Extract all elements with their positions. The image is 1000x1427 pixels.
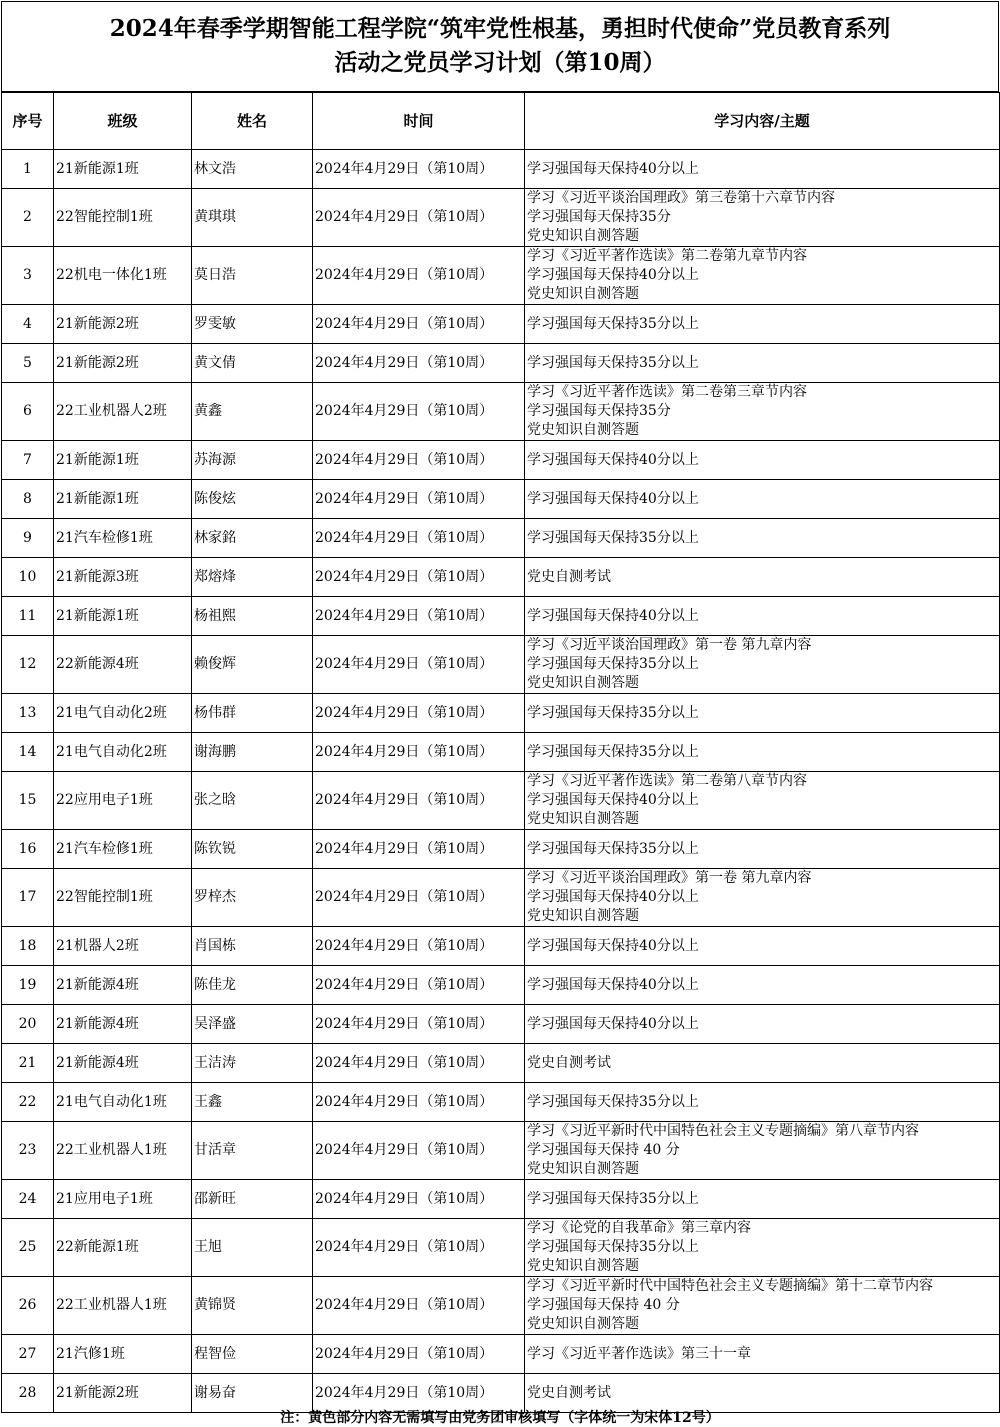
document-title [1,1,999,92]
cell-time[interactable]: 2024年4月29日（第10周） [313,1180,525,1219]
content-line: 党史知识自测答题 [527,1258,639,1274]
cell-content[interactable] [525,344,1000,383]
content-line: 学习强国每天保持40分以上 [527,451,699,468]
cell-content[interactable] [525,247,1000,305]
cell-index[interactable]: 23 [2,1122,54,1180]
cell-index[interactable]: 7 [2,441,54,480]
table-row [2,772,1000,830]
cell-index[interactable]: 3 [2,247,54,305]
cell-content[interactable] [525,1005,1000,1044]
cell-index[interactable]: 14 [2,733,54,772]
cell-index[interactable]: 6 [2,383,54,441]
table-row [2,1083,1000,1122]
cell-content[interactable] [525,480,1000,519]
cell-name[interactable]: 罗雯敏 [192,305,313,344]
cell-index[interactable]: 2 [2,189,54,247]
table-row [2,1219,1000,1277]
cell-index[interactable]: 4 [2,305,54,344]
table-row [2,247,1000,305]
table-row [2,344,1000,383]
content-line: 党史知识自测答题 [527,675,639,691]
cell-time[interactable]: 2024年4月29日（第10周） [313,636,525,694]
cell-name[interactable]: 郑熔烽 [192,558,313,597]
cell-content[interactable] [525,441,1000,480]
content-line: 学习《习近平著作选读》第二卷第三章节内容 [527,384,807,400]
table-row [2,558,1000,597]
cell-content[interactable] [525,1044,1000,1083]
footer-note: 注：黄色部分内容无需填写由党务团审核填写（字体统一为宋体12号） [280,1410,720,1426]
cell-class[interactable]: 22工业机器人2班 [54,383,192,441]
cell-name[interactable]: 苏海源 [192,441,313,480]
cell-time[interactable]: 2024年4月29日（第10周） [313,1219,525,1277]
content-line: 学习强国每天保持40分以上 [527,889,699,905]
cell-time[interactable]: 2024年4月29日（第10周） [313,305,525,344]
table-row [2,1180,1000,1219]
content-line: 学习强国每天保持35分 [527,403,671,419]
cell-class[interactable]: 22工业机器人1班 [54,1277,192,1335]
cell-index[interactable]: 9 [2,519,54,558]
content-line: 党史知识自测答题 [527,908,639,924]
cell-index[interactable]: 22 [2,1083,54,1122]
content-line: 学习《习近平谈治国理政》第一卷 第九章内容 [527,637,812,653]
header-class[interactable]: 班级 [54,93,192,150]
cell-index[interactable]: 27 [2,1335,54,1374]
cell-index[interactable]: 25 [2,1219,54,1277]
content-line: 学习《习近平谈治国理政》第一卷 第九章内容 [527,870,812,886]
table-row [2,830,1000,869]
content-line: 学习强国每天保持35分以上 [527,529,699,546]
cell-time[interactable]: 2024年4月29日（第10周） [313,772,525,830]
cell-index[interactable]: 16 [2,830,54,869]
cell-index[interactable]: 13 [2,694,54,733]
content-line: 学习《习近平谈治国理政》第三卷第十六章节内容 [527,190,835,206]
table-row [2,733,1000,772]
content-line: 学习强国每天保持35分以上 [527,354,699,371]
cell-time[interactable]: 2024年4月29日（第10周） [313,189,525,247]
cell-name[interactable]: 陈佳龙 [192,966,313,1005]
header-name[interactable]: 姓名 [192,93,313,150]
cell-time[interactable]: 2024年4月29日（第10周） [313,519,525,558]
content-line: 学习强国每天保持40分以上 [527,160,699,177]
header-content[interactable]: 学习内容/主题 [525,93,1000,150]
cell-index[interactable]: 8 [2,480,54,519]
cell-class[interactable]: 21新能源4班 [54,1044,192,1083]
cell-class[interactable]: 22智能控制1班 [54,869,192,927]
cell-content[interactable] [525,966,1000,1005]
cell-name[interactable]: 王鑫 [192,1083,313,1122]
content-line: 学习《习近平新时代中国特色社会主义专题摘编》第八章节内容 [527,1123,919,1139]
cell-class[interactable]: 21电气自动化2班 [54,733,192,772]
table-row [2,189,1000,247]
content-line: 学习强国每天保持40分以上 [527,792,699,808]
content-line: 学习强国每天保持35分以上 [527,743,699,760]
cell-content[interactable] [525,772,1000,830]
cell-index[interactable]: 10 [2,558,54,597]
table-row [2,966,1000,1005]
cell-time[interactable]: 2024年4月29日（第10周） [313,1374,525,1413]
table-row [2,305,1000,344]
cell-index[interactable]: 19 [2,966,54,1005]
cell-content[interactable] [525,383,1000,441]
cell-name[interactable]: 邵新旺 [192,1180,313,1219]
cell-content[interactable] [525,558,1000,597]
content-line: 党史知识自测答题 [527,1161,639,1177]
cell-name[interactable]: 杨祖熙 [192,597,313,636]
cell-class[interactable]: 22智能控制1班 [54,189,192,247]
cell-index[interactable]: 18 [2,927,54,966]
cell-time[interactable]: 2024年4月29日（第10周） [313,927,525,966]
cell-class[interactable]: 21电气自动化1班 [54,1083,192,1122]
content-line: 学习《习近平著作选读》第二卷第九章节内容 [527,248,807,264]
cell-content[interactable] [525,927,1000,966]
content-line: 学习强国每天保持40分以上 [527,937,699,954]
header-time[interactable]: 时间 [313,93,525,150]
cell-index[interactable]: 5 [2,344,54,383]
title-line-2: 活动之党员学习计划（第10周） [334,49,666,76]
content-line: 学习强国每天保持35分以上 [527,1093,699,1110]
cell-name[interactable]: 肖国栋 [192,927,313,966]
cell-index[interactable]: 26 [2,1277,54,1335]
study-plan-table [1,92,1000,1413]
cell-content[interactable] [525,869,1000,927]
table-row [2,694,1000,733]
cell-index[interactable]: 12 [2,636,54,694]
content-line: 党史知识自测答题 [527,1316,639,1332]
cell-name[interactable]: 王洁涛 [192,1044,313,1083]
content-line: 学习强国每天保持35分以上 [527,315,699,332]
content-line: 学习《习近平著作选读》第二卷第八章节内容 [527,773,807,789]
cell-class[interactable]: 22工业机器人1班 [54,1122,192,1180]
header-row [2,93,1000,150]
cell-name[interactable]: 赖俊辉 [192,636,313,694]
cell-name[interactable]: 吴泽盛 [192,1005,313,1044]
table-row [2,636,1000,694]
cell-name[interactable]: 谢海鹏 [192,733,313,772]
table-body [2,150,1000,1413]
cell-time[interactable]: 2024年4月29日（第10周） [313,344,525,383]
cell-name[interactable]: 黄鑫 [192,383,313,441]
cell-index[interactable]: 17 [2,869,54,927]
content-line: 学习《习近平著作选读》第三十一章 [527,1345,751,1362]
content-line: 党史自测考试 [527,1054,611,1071]
content-line: 党史知识自测答题 [527,811,639,827]
content-line: 学习强国每天保持35分以上 [527,840,699,857]
cell-class[interactable]: 21新能源3班 [54,558,192,597]
cell-time[interactable]: 2024年4月29日（第10周） [313,1122,525,1180]
cell-time[interactable]: 2024年4月29日（第10周） [313,1277,525,1335]
cell-time[interactable]: 2024年4月29日（第10周） [313,441,525,480]
content-line: 学习强国每天保持40分以上 [527,976,699,993]
cell-name[interactable]: 杨伟群 [192,694,313,733]
cell-class[interactable]: 21新能源2班 [54,344,192,383]
cell-index[interactable]: 20 [2,1005,54,1044]
cell-class[interactable]: 21新能源4班 [54,1005,192,1044]
table-row [2,519,1000,558]
content-line: 学习强国每天保持40分以上 [527,267,699,283]
cell-class[interactable]: 21新能源1班 [54,597,192,636]
cell-index[interactable]: 28 [2,1374,54,1413]
content-line: 学习强国每天保持35分以上 [527,1190,699,1207]
table-row [2,869,1000,927]
cell-time[interactable]: 2024年4月29日（第10周） [313,558,525,597]
cell-class[interactable]: 21新能源2班 [54,305,192,344]
cell-name[interactable]: 甘活章 [192,1122,313,1180]
cell-class[interactable]: 21汽修1班 [54,1335,192,1374]
cell-time[interactable]: 2024年4月29日（第10周） [313,1005,525,1044]
cell-time[interactable]: 2024年4月29日（第10周） [313,1083,525,1122]
cell-content[interactable] [525,830,1000,869]
cell-class[interactable]: 22新能源4班 [54,636,192,694]
cell-content[interactable] [525,1219,1000,1277]
cell-content[interactable] [525,1374,1000,1413]
cell-time[interactable]: 2024年4月29日（第10周） [313,694,525,733]
header-index[interactable]: 序号 [2,93,54,150]
content-line: 学习强国每天保持35分以上 [527,704,699,721]
cell-name[interactable]: 黄文倩 [192,344,313,383]
cell-class[interactable]: 21汽车检修1班 [54,519,192,558]
cell-name[interactable]: 林家銘 [192,519,313,558]
cell-name[interactable]: 罗梓杰 [192,869,313,927]
cell-content[interactable] [525,1277,1000,1335]
cell-class[interactable]: 21新能源1班 [54,480,192,519]
content-line: 学习强国每天保持 40 分 [527,1142,680,1158]
table-row [2,1374,1000,1413]
cell-time[interactable]: 2024年4月29日（第10周） [313,480,525,519]
content-line: 学习强国每天保持35分 [527,209,671,225]
cell-time[interactable]: 2024年4月29日（第10周） [313,1044,525,1083]
cell-class[interactable]: 21新能源2班 [54,1374,192,1413]
cell-name[interactable]: 王旭 [192,1219,313,1277]
cell-time[interactable]: 2024年4月29日（第10周） [313,247,525,305]
cell-name[interactable]: 莫日浩 [192,247,313,305]
cell-class[interactable]: 21应用电子1班 [54,1180,192,1219]
table-row [2,1044,1000,1083]
table-row [2,441,1000,480]
cell-index[interactable]: 15 [2,772,54,830]
content-line: 党史知识自测答题 [527,286,639,302]
cell-class[interactable]: 22新能源1班 [54,1219,192,1277]
cell-content[interactable] [525,189,1000,247]
cell-index[interactable]: 11 [2,597,54,636]
cell-time[interactable]: 2024年4月29日（第10周） [313,1335,525,1374]
content-line: 学习强国每天保持 40 分 [527,1297,680,1313]
table-row [2,597,1000,636]
content-line: 学习强国每天保持35分以上 [527,1239,699,1255]
cell-class[interactable]: 21新能源1班 [54,150,192,189]
content-line: 学习强国每天保持35分以上 [527,656,699,672]
cell-time[interactable]: 2024年4月29日（第10周） [313,733,525,772]
table-row [2,1335,1000,1374]
cell-name[interactable]: 谢易奋 [192,1374,313,1413]
cell-class[interactable]: 21电气自动化2班 [54,694,192,733]
content-line: 学习《习近平新时代中国特色社会主义专题摘编》第十二章节内容 [527,1278,933,1294]
cell-content[interactable] [525,694,1000,733]
cell-class[interactable]: 22应用电子1班 [54,772,192,830]
cell-time[interactable]: 2024年4月29日（第10周） [313,869,525,927]
cell-content[interactable] [525,1180,1000,1219]
cell-class[interactable]: 22机电一体化1班 [54,247,192,305]
cell-name[interactable]: 程智俭 [192,1335,313,1374]
cell-name[interactable]: 黄锦贤 [192,1277,313,1335]
table-row [2,1277,1000,1335]
content-line: 学习《论党的自我革命》第三章内容 [527,1220,751,1236]
cell-class[interactable]: 21机器人2班 [54,927,192,966]
cell-class[interactable]: 21汽车检修1班 [54,830,192,869]
cell-time[interactable]: 2024年4月29日（第10周） [313,966,525,1005]
cell-index[interactable]: 21 [2,1044,54,1083]
cell-index[interactable]: 1 [2,150,54,189]
content-line: 学习强国每天保持40分以上 [527,1015,699,1032]
cell-name[interactable]: 张之晗 [192,772,313,830]
cell-index[interactable]: 24 [2,1180,54,1219]
cell-content[interactable] [525,733,1000,772]
content-line: 党史知识自测答题 [527,228,639,244]
cell-content[interactable] [525,636,1000,694]
table-row [2,480,1000,519]
cell-time[interactable]: 2024年4月29日（第10周） [313,597,525,636]
table-row [2,1005,1000,1044]
table-row [2,1122,1000,1180]
cell-content[interactable] [525,1335,1000,1374]
cell-content[interactable] [525,305,1000,344]
table-row [2,927,1000,966]
cell-name[interactable]: 黄琪琪 [192,189,313,247]
cell-content[interactable] [525,150,1000,189]
cell-time[interactable]: 2024年4月29日（第10周） [313,150,525,189]
content-line: 党史知识自测答题 [527,422,639,438]
content-line: 党史自测考试 [527,1384,611,1401]
cell-content[interactable] [525,1122,1000,1180]
content-line: 学习强国每天保持40分以上 [527,607,699,624]
cell-content[interactable] [525,597,1000,636]
title-line-1: 2024年春季学期智能工程学院“筑牢党性根基，勇担时代使命”党员教育系列 [109,15,891,42]
cell-name[interactable]: 陈俊炫 [192,480,313,519]
cell-time[interactable]: 2024年4月29日（第10周） [313,830,525,869]
table-row [2,383,1000,441]
cell-time[interactable]: 2024年4月29日（第10周） [313,383,525,441]
cell-name[interactable]: 陈钦锐 [192,830,313,869]
table-row [2,150,1000,189]
cell-class[interactable]: 21新能源4班 [54,966,192,1005]
cell-name[interactable]: 林文浩 [192,150,313,189]
cell-class[interactable]: 21新能源1班 [54,441,192,480]
content-line: 学习强国每天保持40分以上 [527,490,699,507]
cell-content[interactable] [525,1083,1000,1122]
content-line: 党史自测考试 [527,568,611,585]
cell-content[interactable] [525,519,1000,558]
